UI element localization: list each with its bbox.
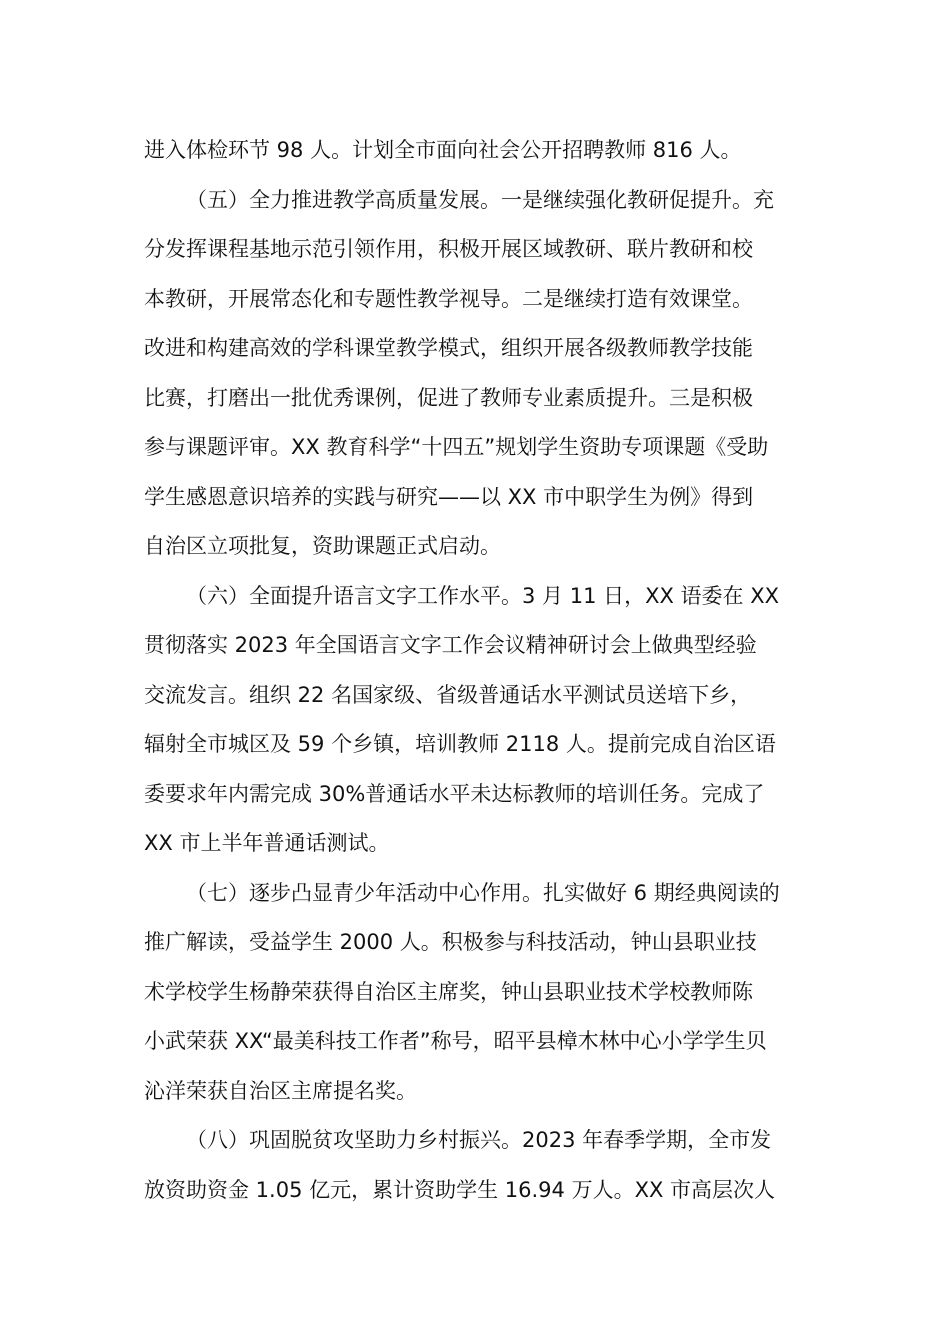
text-line: （七）逐步凸显青少年活动中心作用。扎实做好 6 期经典阅读的 bbox=[186, 880, 780, 905]
text-line: 放资助资金 1.05 亿元，累计资助学生 16.94 万人。XX 市高层次人 bbox=[144, 1177, 776, 1202]
paragraph-section-8-rural bbox=[144, 1116, 808, 1215]
paragraph-section-7-youth-center bbox=[144, 869, 808, 1117]
text-line: 分发挥课程基地示范引领作用，积极开展区域教研、联片教研和校 bbox=[144, 237, 753, 261]
document-body bbox=[144, 126, 808, 1215]
text-line: 术学校学生杨静荣获得自治区主席奖，钟山县职业技术学校教师陈 bbox=[144, 979, 753, 1004]
text-line: 本教研，开展常态化和专题性教学视导。二是继续打造有效课堂。 bbox=[144, 286, 753, 311]
text-line: XX 市上半年普通话测试。 bbox=[144, 831, 390, 855]
text-line: 沁洋荣获自治区主席提名奖。 bbox=[144, 1078, 417, 1103]
text-line: 参与课题评审。XX 教育科学“十四五”规划学生资助专项课题《受助 bbox=[144, 435, 769, 459]
text-line: 委要求年内需完成 30%普通话水平未达标教师的培训任务。完成了 bbox=[144, 781, 765, 806]
text-line: 交流发言。组织 22 名国家级、省级普通话水平测试员送培下乡， bbox=[144, 682, 752, 707]
paragraph-section-6-language bbox=[144, 572, 808, 869]
text-line: 进入体检环节 98 人。计划全市面向社会公开招聘教师 816 人。 bbox=[144, 138, 742, 162]
text-line: 小武荣获 XX“最美科技工作者”称号，昭平县樟木林中心小学学生贝 bbox=[144, 1029, 767, 1053]
paragraph-section-5-teaching bbox=[144, 176, 808, 572]
text-line: 自治区立项批复，资助课题正式启动。 bbox=[144, 534, 501, 558]
text-line: 改进和构建高效的学科课堂教学模式，组织开展各级教师教学技能 bbox=[144, 336, 753, 360]
text-line: （六）全面提升语言文字工作水平。3 月 11 日，XX 语委在 XX bbox=[186, 583, 780, 608]
text-line: （八）巩固脱贫攻坚助力乡村振兴。2023 年春季学期，全市发 bbox=[186, 1128, 772, 1152]
text-line: 推广解读，受益学生 2000 人。积极参与科技活动，钟山县职业技 bbox=[144, 930, 757, 954]
text-line: 辐射全市城区及 59 个乡镇，培训教师 2118 人。提前完成自治区语 bbox=[144, 732, 776, 756]
text-line: 贯彻落实 2023 年全国语言文字工作会议精神研讨会上做典型经验 bbox=[144, 633, 757, 657]
text-line: （五）全力推进教学高质量发展。一是继续强化教研促提升。充 bbox=[186, 187, 774, 212]
text-line: 比赛，打磨出一批优秀课例，促进了教师专业素质提升。三是积极 bbox=[144, 385, 753, 410]
text-line: 学生感恩意识培养的实践与研究——以 XX 市中职学生为例》得到 bbox=[144, 484, 754, 509]
paragraph-continuation bbox=[144, 126, 808, 176]
